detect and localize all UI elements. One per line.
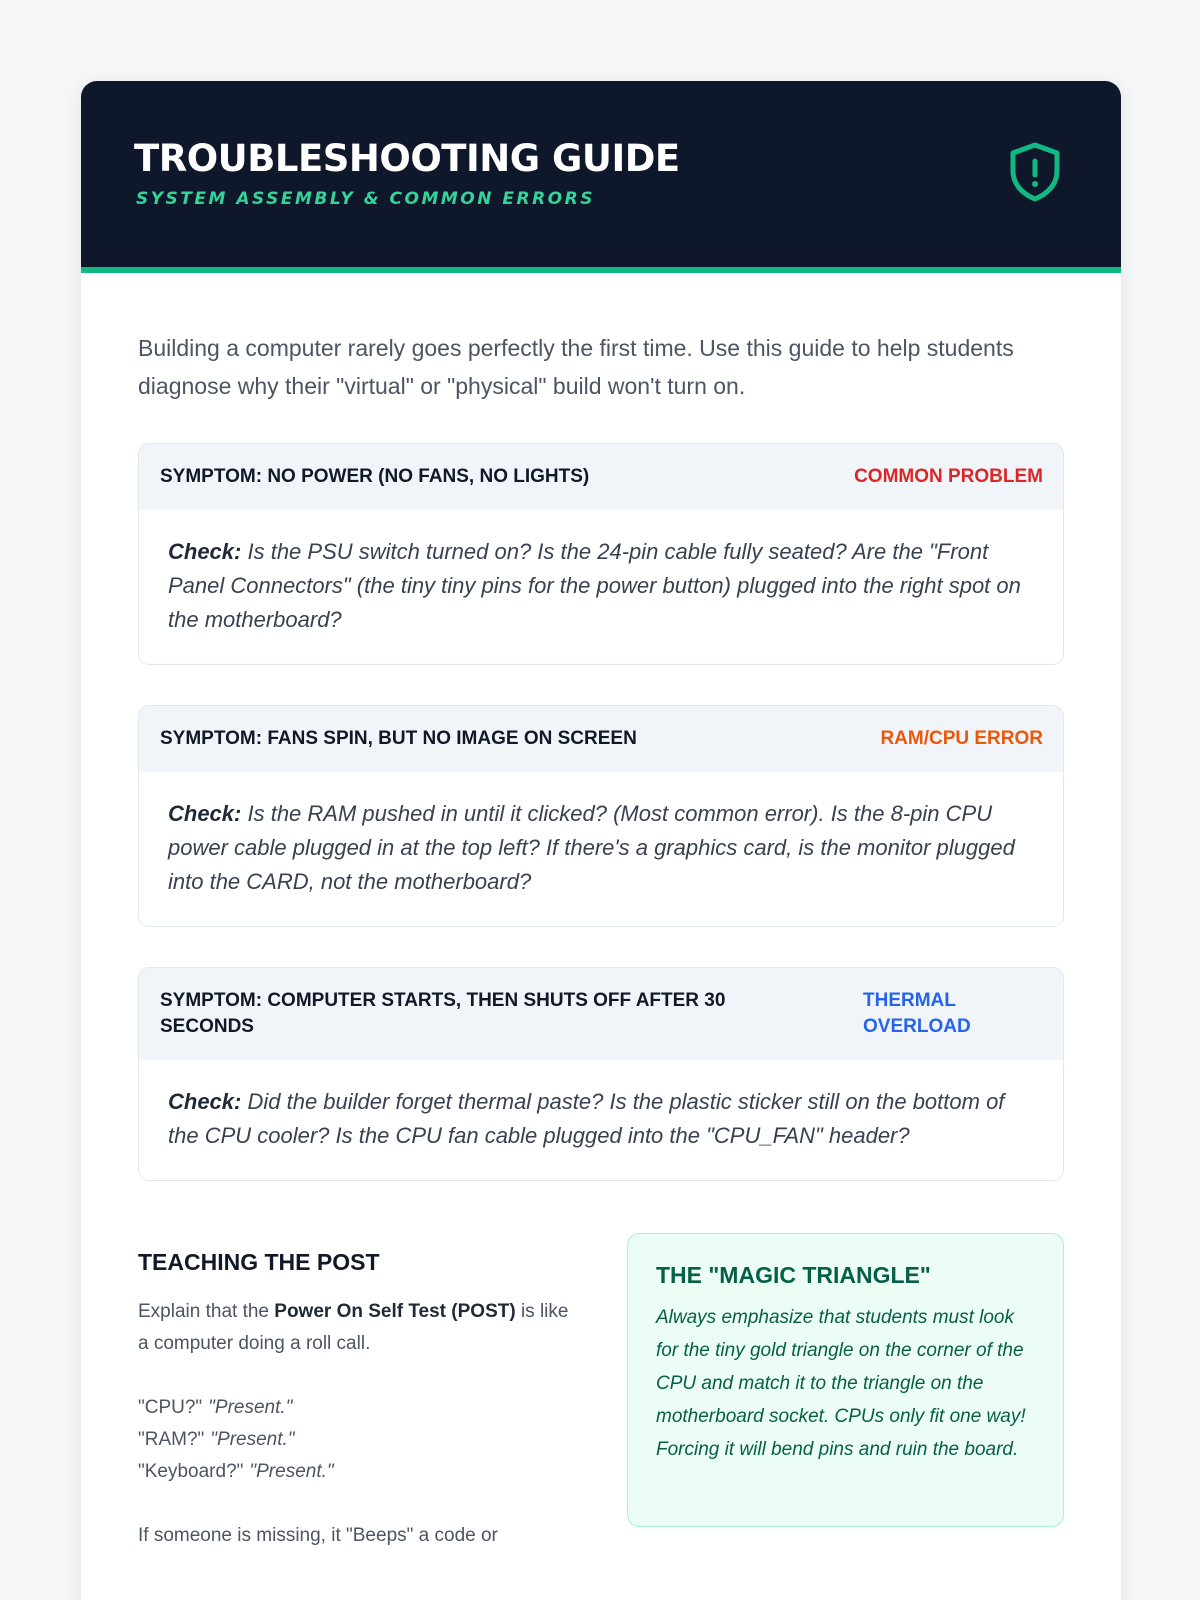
post-section xyxy=(138,1249,578,1552)
roll-call-line xyxy=(138,1456,578,1488)
roll-call-line xyxy=(138,1424,578,1456)
check-label: Check: xyxy=(168,539,242,564)
intro-text: Building a computer rarely goes perfectly the first time. Use this guide to help students diagnose why their "virtual" or "physical" build won't turn on. xyxy=(138,335,1014,399)
symptom-header xyxy=(139,968,1063,1060)
symptom-card xyxy=(138,967,1064,1181)
post-end-text: If someone is missing, it "Beeps" a code or xyxy=(138,1525,498,1546)
symptom-check xyxy=(139,772,1063,926)
post-text-strong: Power On Self Test (POST) xyxy=(274,1301,516,1322)
check-label: Check: xyxy=(168,801,242,826)
symptom-card xyxy=(138,443,1064,665)
symptom-check xyxy=(139,510,1063,664)
guide-card xyxy=(81,81,1121,1600)
roll-call-answer: "Present." xyxy=(210,1429,295,1450)
symptom-tag: COMMON PROBLEM xyxy=(854,466,1043,487)
symptom-title: SYMPTOM: NO POWER (NO FANS, NO LIGHTS) xyxy=(160,466,590,487)
symptom-title: SYMPTOM: COMPUTER STARTS, THEN SHUTS OFF AFTER 30 SECONDS xyxy=(160,990,726,1037)
symptom-check xyxy=(139,1060,1063,1180)
post-text-after: is like a computer doing a roll call. xyxy=(138,1301,569,1354)
page-subtitle: SYSTEM ASSEMBLY & COMMON ERRORS xyxy=(136,189,595,209)
check-text: Is the PSU switch turned on? Is the 24-pin cable fully seated? Are the "Front Panel Connectors" (the tiny tiny pins for the power button) plugged into the right spot on the motherboard? xyxy=(168,539,1021,632)
symptom-header xyxy=(139,444,1063,510)
roll-call-line xyxy=(138,1392,578,1424)
symptom-tag: RAM/CPU ERROR xyxy=(880,728,1043,749)
tip-text: Always emphasize that students must look for the tiny gold triangle on the corner of the CPU and match it to the triangle on the motherboard socket. CPUs only fit one way! Forcing it will bend pins and ruin the board. xyxy=(656,1307,1026,1460)
post-heading: TEACHING THE POST xyxy=(138,1249,380,1275)
symptom-header xyxy=(139,706,1063,772)
bottom-section xyxy=(138,1249,1064,1552)
check-text: Is the RAM pushed in until it clicked? (Most common error). Is the 8-pin CPU power cable plugged in at the top left? If there's a graphics card, is the monitor plugged into the CARD, not the motherboard? xyxy=(168,801,1015,894)
guide-body xyxy=(81,329,1121,1552)
tip-heading: THE "MAGIC TRIANGLE" xyxy=(656,1262,931,1288)
magic-triangle-tip xyxy=(627,1233,1064,1527)
roll-call-answer: "Present." xyxy=(208,1397,293,1418)
check-text: Did the builder forget thermal paste? Is the plastic sticker still on the bottom of the CPU cooler? Is the CPU fan cable plugged into the "CPU_FAN" header? xyxy=(168,1089,1005,1148)
symptom-card xyxy=(138,705,1064,927)
page-title: TROUBLESHOOTING GUIDE xyxy=(134,137,680,180)
post-description xyxy=(138,1296,578,1360)
roll-call-question: "RAM?" xyxy=(138,1429,205,1450)
guide-header xyxy=(81,81,1121,273)
roll-call-answer: "Present." xyxy=(249,1461,334,1482)
symptom-title: SYMPTOM: FANS SPIN, BUT NO IMAGE ON SCREEN xyxy=(160,728,637,749)
post-text-before: Explain that the xyxy=(138,1301,275,1322)
check-label: Check: xyxy=(168,1089,242,1114)
roll-call-list xyxy=(138,1392,578,1488)
roll-call-question: "Keyboard?" xyxy=(138,1461,244,1482)
symptom-tag: THERMAL OVERLOAD xyxy=(863,990,971,1037)
symptom-list xyxy=(138,443,1064,1181)
shield-alert-icon xyxy=(1007,141,1063,203)
roll-call-question: "CPU?" xyxy=(138,1397,203,1418)
